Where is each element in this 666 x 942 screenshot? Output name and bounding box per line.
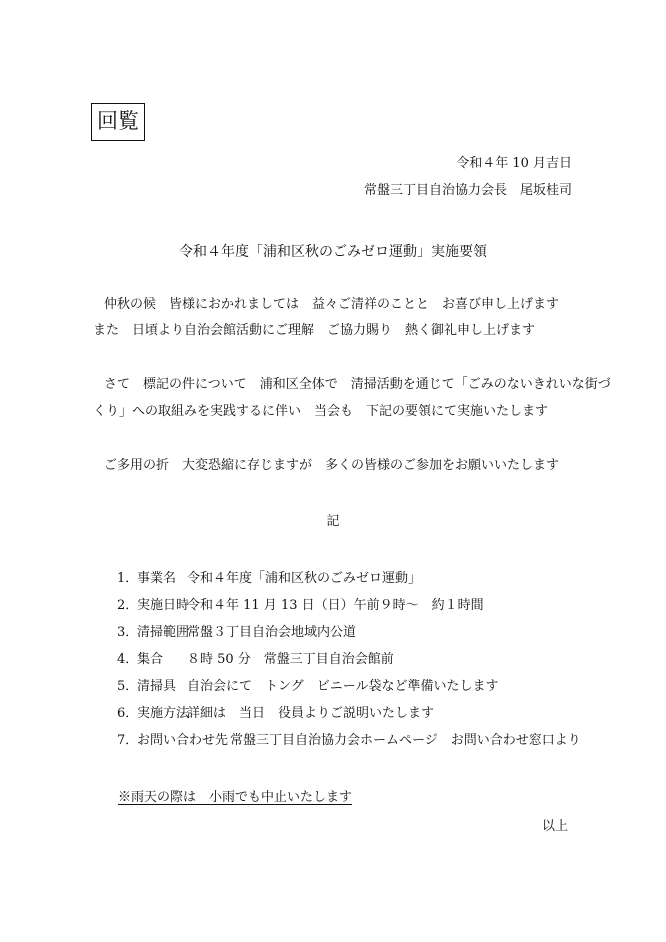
item-label: お問い合わせ先 (137, 733, 229, 748)
item-number: 2． (117, 598, 139, 613)
item-label: 事業名 (137, 571, 177, 586)
sender-name: 常盤三丁目自治協力会長 尾坂桂司 (363, 183, 572, 198)
body-line-2: くり」への取組みを実践するに伴い 当会も 下記の要領にて実施いたします (93, 404, 549, 419)
greeting-line-2: また 日頃より自治会館活動にご理解 ご協力賜り 熱く御礼申し上げます (93, 323, 536, 338)
item-label: 清掃具 (137, 679, 177, 694)
circular-stamp: 回覧 (91, 103, 145, 141)
item-value: ８時 50 分 常盤三丁目自治会館前 (187, 652, 394, 667)
item-value: 詳細は 当日 役員よりご説明いたします (187, 706, 435, 721)
item-number: 4． (117, 652, 139, 667)
ki-heading: 記 (326, 514, 340, 529)
closing-mark: 以上 (541, 819, 568, 834)
item-number: 5． (117, 679, 139, 694)
rain-note: ※雨天の際は 小雨でも中止いたします (118, 790, 353, 805)
item-label: 清掃範囲 (137, 625, 190, 640)
item-number: 6． (117, 706, 139, 721)
item-value: 自治会にて トング ビニール袋など準備いたします (187, 679, 499, 694)
item-number: 7． (117, 733, 139, 748)
item-label: 集合 (137, 652, 164, 667)
item-value: 令和４年 11 月 13 日（日）午前９時〜 約１時間 (187, 598, 484, 613)
item-number: 3． (117, 625, 139, 640)
greeting-line-1: 仲秋の候 皆様におかれましては 益々ご清祥のことと お喜び申し上げます (104, 297, 560, 312)
body-line-1: さて 標記の件について 浦和区全体で 清掃活動を通じて「ごみのないきれいな街づ (104, 377, 611, 392)
request-line: ご多用の折 大変恐縮に存じますが 多くの皆様のご参加をお願いいたします (104, 458, 560, 473)
item-label: 実施方法 (137, 706, 190, 721)
item-number: 1． (117, 571, 139, 586)
issue-date: 令和４年 10 月吉日 (456, 156, 572, 171)
item-value: 常盤三丁目自治協力会ホームページ お問い合わせ窓口より (230, 733, 581, 748)
document-title: 令和４年度「浦和区秋のごみゼロ運動」実施要領 (179, 244, 487, 260)
item-value: 常盤３丁目自治会地域内公道 (187, 625, 357, 640)
item-value: 令和４年度「浦和区秋のごみゼロ運動」 (187, 571, 422, 586)
item-label: 実施日時 (137, 598, 190, 613)
